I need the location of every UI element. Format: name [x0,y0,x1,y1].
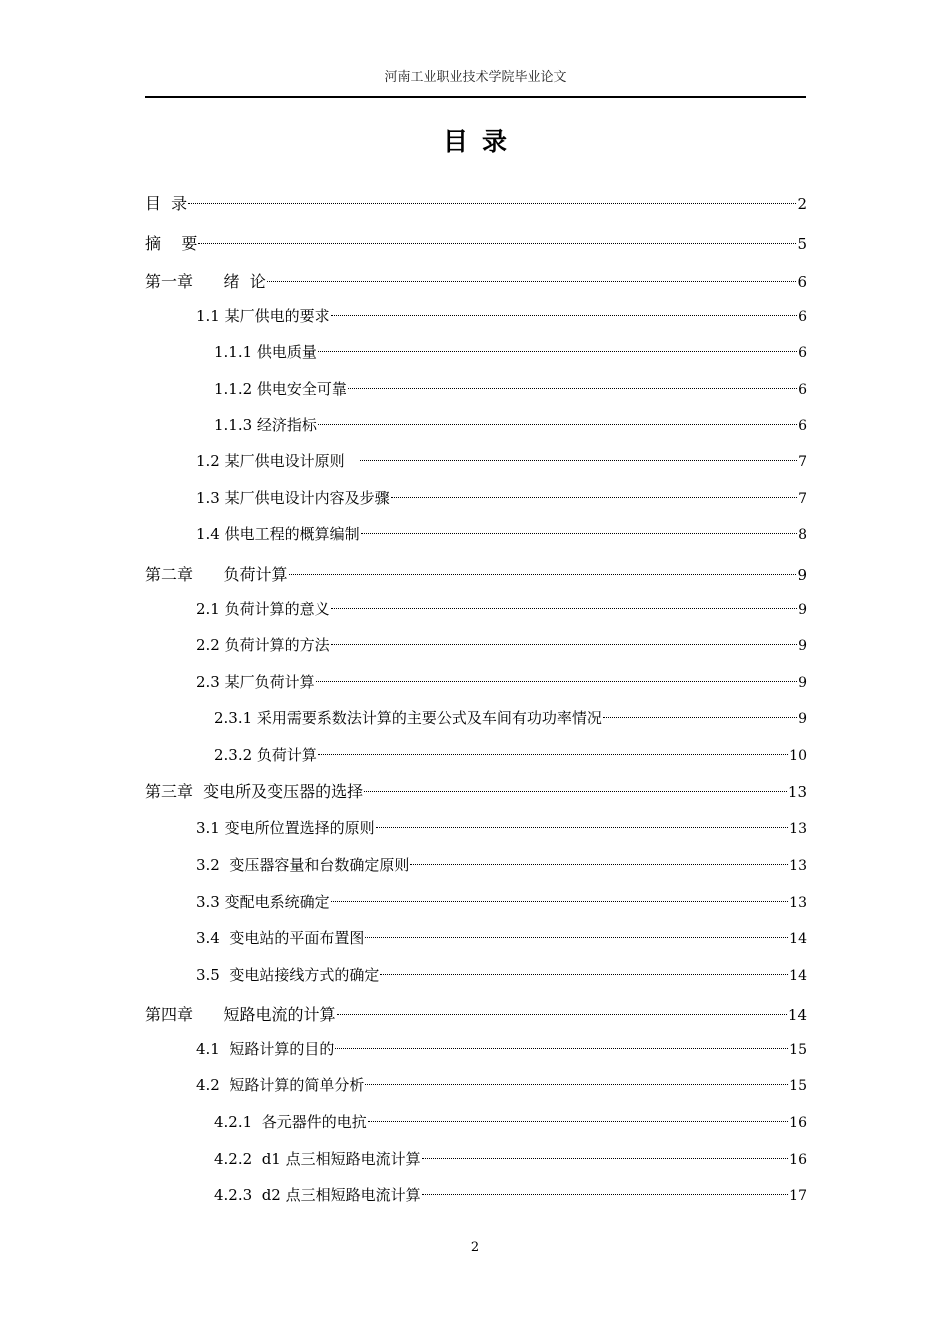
toc-entry-title: 1.2 某厂供电设计原则 [196,452,359,470]
toc-entry[interactable] [145,231,807,257]
toc-entry[interactable] [196,1036,807,1062]
toc-entry-title: 2.1 负荷计算的意义 [196,600,330,618]
toc-dot-leader [318,754,788,755]
toc-dot-leader [368,1121,788,1122]
toc-entry-title: 第二章 负荷计算 [145,565,288,584]
toc-dot-leader [267,281,797,282]
toc-entry-title: 第三章 变电所及变压器的选择 [145,782,364,801]
toc-dot-leader [331,901,789,902]
toc-entry-page: 15 [789,1042,807,1058]
toc-entry-page: 14 [789,931,807,947]
toc-entry-page: 13 [789,858,807,874]
toc-entry-page: 9 [798,711,807,727]
toc-entry-page: 17 [789,1188,807,1204]
toc-entry-title: 3.3 变配电系统确定 [196,893,330,911]
toc-entry-page: 7 [798,491,807,507]
toc-dot-leader [360,460,797,461]
toc-dot-leader [364,791,787,792]
toc-dot-leader [422,1158,789,1159]
toc-entry[interactable] [214,1182,807,1208]
toc-dot-leader [376,827,789,828]
toc-entry-title: 4.1 短路计算的目的 [196,1040,335,1058]
toc-entry[interactable] [196,925,807,951]
toc-entry[interactable] [214,1146,807,1172]
toc-entry-title: 第四章 短路电流的计算 [145,1005,336,1024]
toc-entry-title: 2.3 某厂负荷计算 [196,673,315,691]
toc-entry[interactable] [214,705,807,731]
toc-dot-leader [318,424,797,425]
toc-entry-title: 1.1.3 经济指标 [214,416,317,434]
toc-entry-page: 8 [798,527,807,543]
toc-dot-leader [348,388,797,389]
toc-entry[interactable] [196,596,807,622]
toc-entry-page: 7 [798,454,807,470]
toc-entry-title: 第一章 绪 论 [145,272,266,291]
running-header: 河南工业职业技术学院毕业论文 [384,70,567,85]
toc-entry-title: 1.1.2 供电安全可靠 [214,380,347,398]
toc-title: 目录 [442,127,521,156]
toc-entry-page: 6 [798,309,807,325]
toc-dot-leader [331,608,797,609]
toc-entry[interactable] [196,521,807,547]
toc-entry-title: 3.1 变电所位置选择的原则 [196,819,375,837]
page-number: 2 [470,1240,480,1255]
toc-dot-leader [380,974,788,975]
toc-entry-page: 13 [789,821,807,837]
toc-entry-title: 目 录 [145,194,188,213]
toc-entry-title: 2.2 负荷计算的方法 [196,636,330,654]
toc-dot-leader [318,351,797,352]
toc-entry-page: 14 [789,968,807,984]
toc-entry-page: 6 [797,273,807,291]
toc-entry[interactable] [196,962,807,988]
toc-entry-page: 6 [798,418,807,434]
toc-entry-title: 4.2.2 d1 点三相短路电流计算 [214,1150,421,1168]
toc-entry[interactable] [196,815,807,841]
toc-entry[interactable] [196,889,807,915]
toc-entry[interactable] [196,303,807,329]
toc-dot-leader [603,717,797,718]
toc-entry-page: 10 [789,748,807,764]
toc-entry-title: 1.4 供电工程的概算编制 [196,525,360,543]
toc-entry-page: 2 [797,195,807,213]
toc-dot-leader [391,497,797,498]
toc-entry-title: 1.1.1 供电质量 [214,343,317,361]
toc-entry-page: 16 [789,1152,807,1168]
toc-entry[interactable] [214,742,807,768]
toc-entry[interactable] [145,562,807,588]
toc-entry-title: 2.3.2 负荷计算 [214,746,317,764]
toc-entry[interactable] [214,412,807,438]
toc-entry[interactable] [196,669,807,695]
toc-entry[interactable] [196,632,807,658]
toc-entry-title: 3.2 变压器容量和台数确定原则 [196,856,410,874]
toc-dot-leader [198,243,796,244]
toc-entry-title: 摘 要 [145,234,198,253]
toc-entry[interactable] [196,448,807,474]
toc-entry-page: 9 [797,566,807,584]
toc-entry[interactable] [145,779,807,805]
toc-entry[interactable] [145,191,807,217]
toc-entry-title: 1.3 某厂供电设计内容及步骤 [196,489,390,507]
toc-entry[interactable] [214,376,807,402]
toc-dot-leader [365,937,788,938]
toc-entry-page: 9 [798,675,807,691]
toc-dot-leader [316,681,797,682]
toc-entry-title: 3.4 变电站的平面布置图 [196,929,365,947]
toc-dot-leader [365,1084,788,1085]
toc-dot-leader [361,533,797,534]
toc-dot-leader [331,315,797,316]
toc-dot-leader [188,203,796,204]
toc-entry-title: 4.2.1 各元器件的电抗 [214,1113,367,1131]
toc-entry[interactable] [214,339,807,365]
toc-entry-page: 14 [787,1006,807,1024]
toc-entry[interactable] [214,1109,807,1135]
toc-entry-title: 4.2.3 d2 点三相短路电流计算 [214,1186,421,1204]
toc-entry[interactable] [145,269,807,295]
toc-entry[interactable] [196,1072,807,1098]
toc-entry[interactable] [196,485,807,511]
toc-entry-title: 4.2 短路计算的简单分析 [196,1076,365,1094]
toc-entry-page: 15 [789,1078,807,1094]
toc-dot-leader [289,574,797,575]
toc-dot-leader [335,1048,788,1049]
toc-entry-page: 13 [787,783,807,801]
toc-dot-leader [410,864,788,865]
toc-entry-title: 3.5 变电站接线方式的确定 [196,966,380,984]
toc-entry-page: 6 [798,345,807,361]
toc-entry[interactable] [145,1002,807,1028]
toc-dot-leader [422,1194,789,1195]
toc-dot-leader [331,644,797,645]
toc-entry-title: 2.3.1 采用需要系数法计算的主要公式及车间有功功率情况 [214,709,602,727]
toc-entry-title: 1.1 某厂供电的要求 [196,307,330,325]
toc-entry[interactable] [196,852,807,878]
toc-entry-page: 13 [789,895,807,911]
toc-dot-leader [337,1014,787,1015]
toc-entry-page: 5 [797,235,807,253]
toc-entry-page: 6 [798,382,807,398]
toc-entry-page: 9 [798,638,807,654]
toc-entry-page: 16 [789,1115,807,1131]
toc-entry-page: 9 [798,602,807,618]
